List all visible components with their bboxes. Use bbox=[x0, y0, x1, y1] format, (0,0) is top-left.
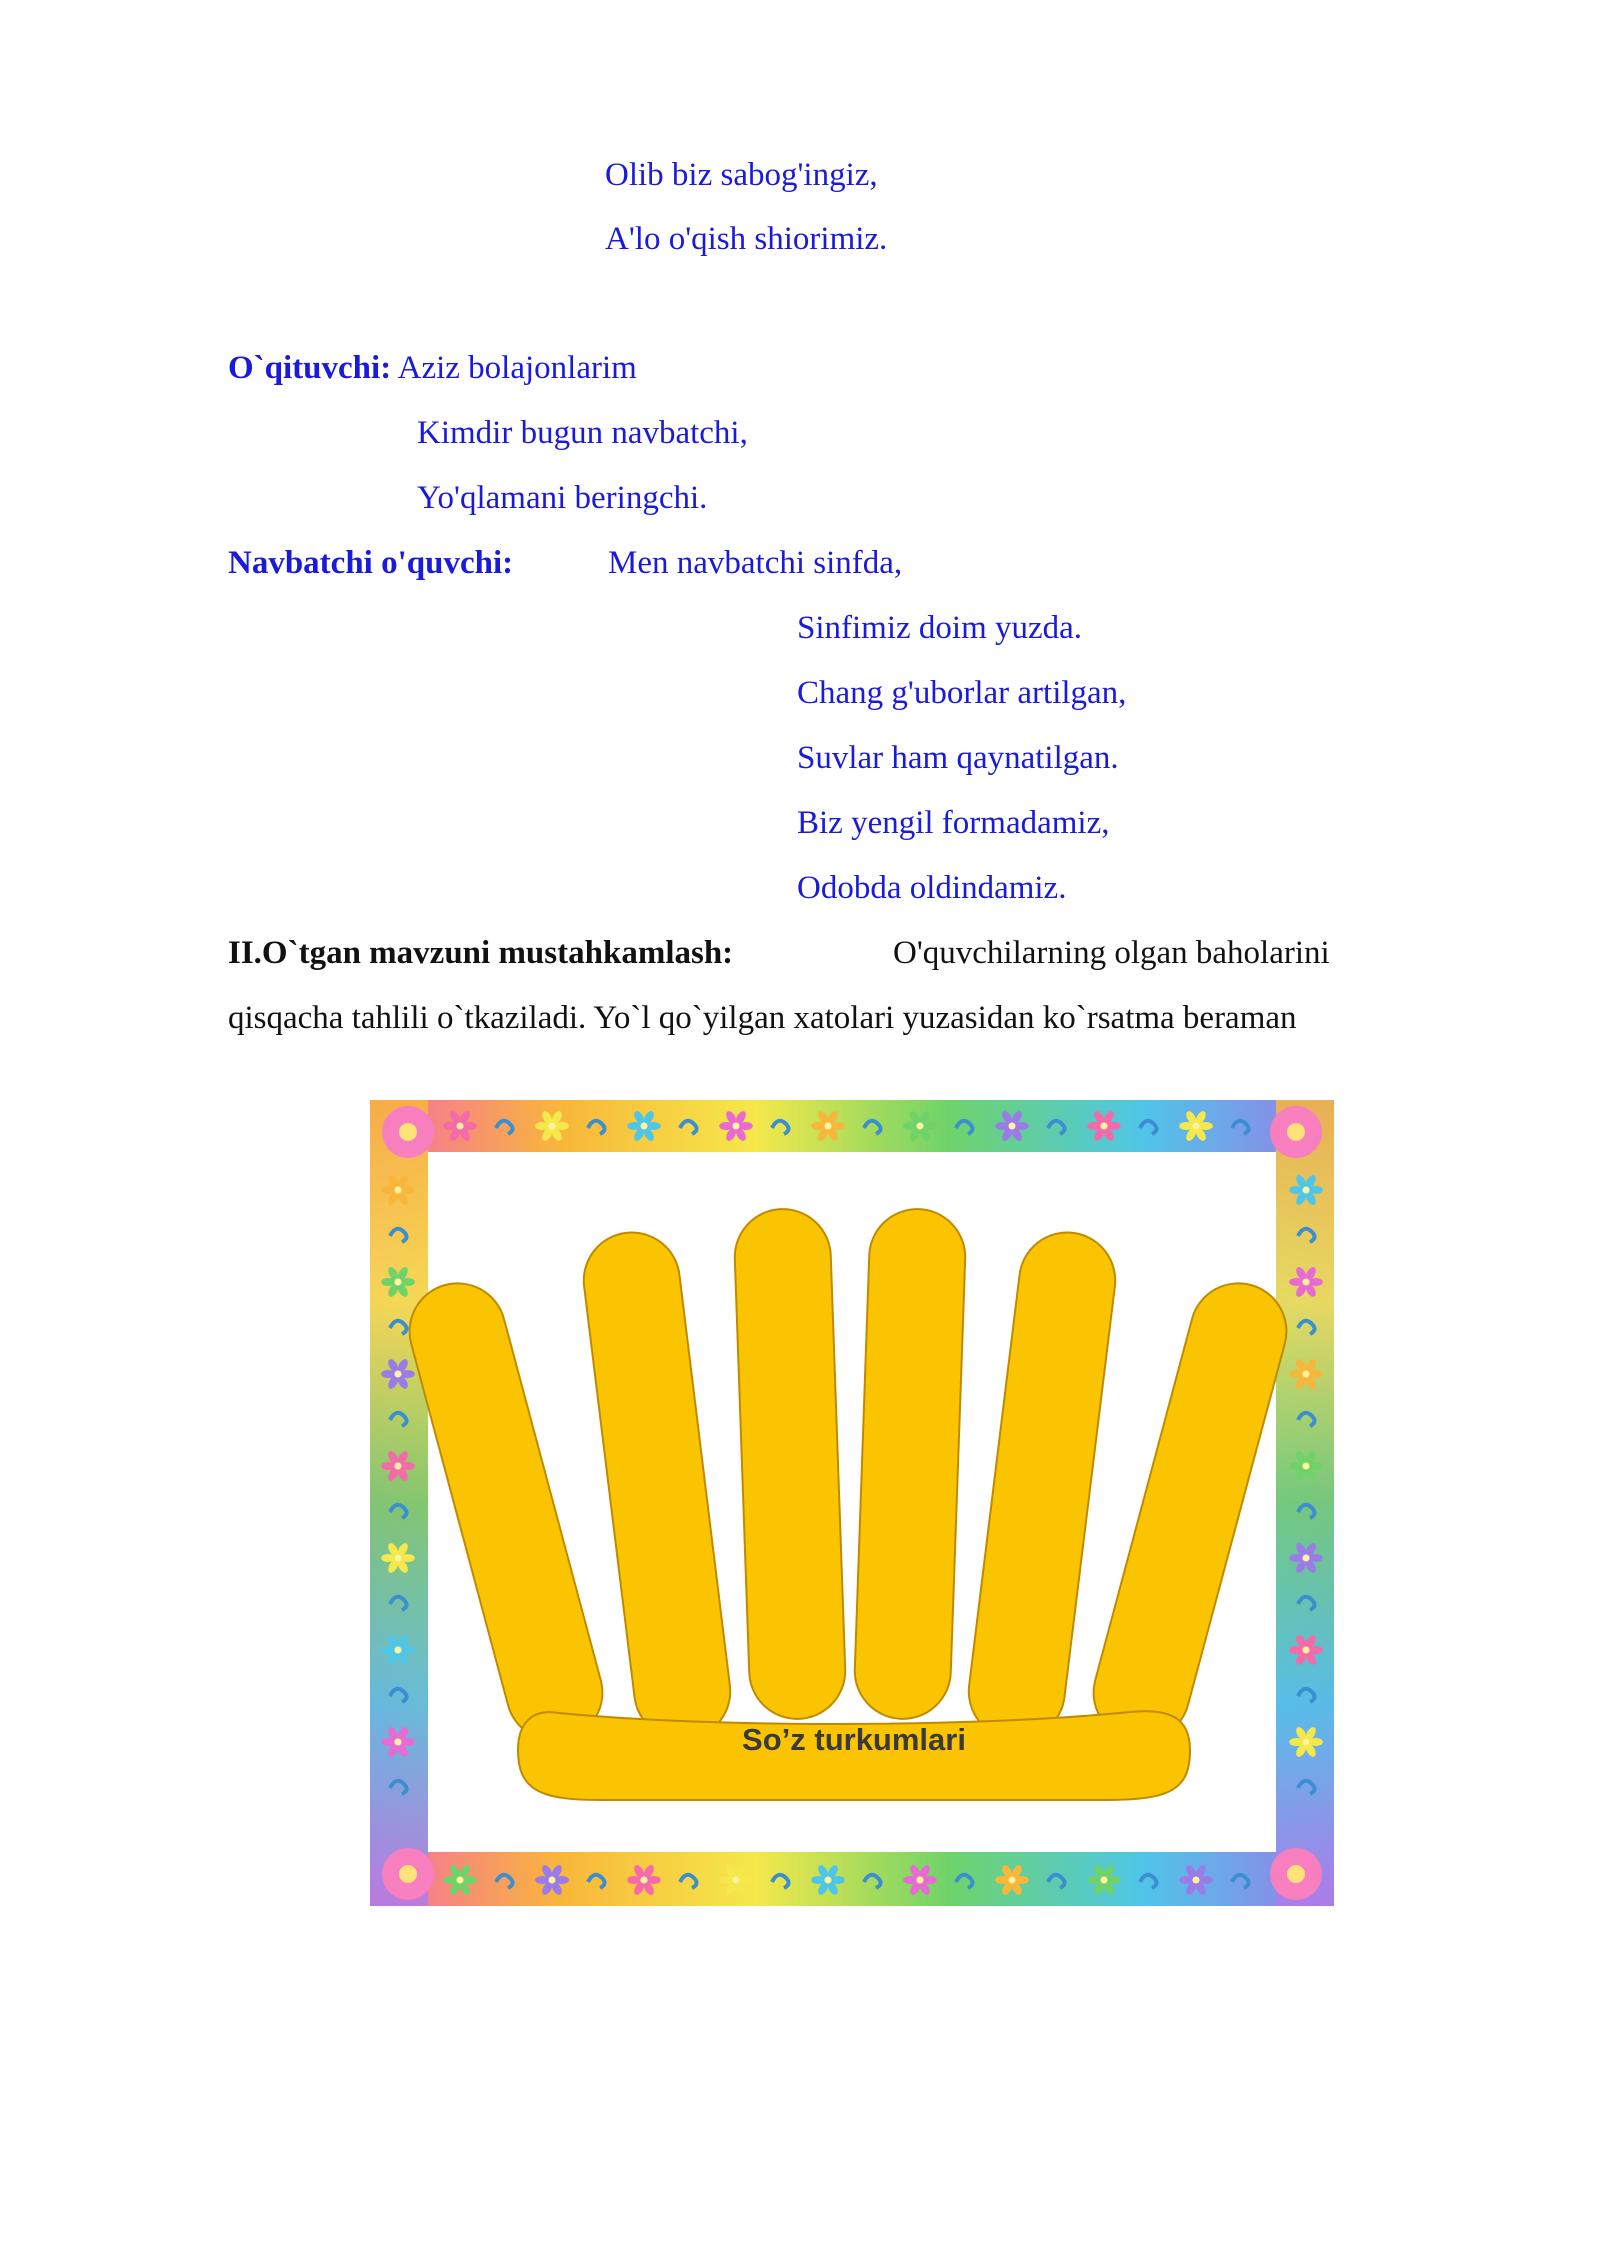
section-heading: II.O`tgan mavzuni mustahkamlash: bbox=[228, 935, 734, 971]
teacher-speaker: O`qituvchi: bbox=[228, 350, 392, 386]
duty-student-line-6: Odobda oldindamiz. bbox=[797, 870, 1067, 906]
duty-student-line-5: Biz yengil formadamiz, bbox=[797, 805, 1110, 841]
teacher-line-2: Kimdir bugun navbatchi, bbox=[417, 415, 748, 451]
finger-3 bbox=[733, 1207, 847, 1720]
word-classes-illustration bbox=[370, 1100, 1334, 1906]
duty-student-speaker: Navbatchi o'quvchi: bbox=[228, 545, 514, 581]
finger-4 bbox=[853, 1207, 967, 1720]
duty-student-line-1: Men navbatchi sinfda, bbox=[608, 545, 903, 581]
word-classes-figure bbox=[370, 1100, 1334, 1906]
poem-line-2: A'lo o'qish shiorimiz. bbox=[605, 221, 888, 257]
poem-line-1: Olib biz sabog'ingiz, bbox=[605, 157, 878, 193]
duty-student-line-3: Chang g'uborlar artilgan, bbox=[797, 675, 1127, 711]
section-text-1: O'quvchilarning olgan baholarini bbox=[893, 935, 1330, 971]
duty-student-line-4: Suvlar ham qaynatilgan. bbox=[797, 740, 1119, 776]
figure-label: So’z turkumlari bbox=[742, 1722, 966, 1757]
teacher-text-1: Aziz bolajonlarim bbox=[397, 350, 637, 386]
teacher-line-3: Yo'qlamani beringchi. bbox=[417, 480, 708, 516]
section-text-2: qisqacha tahlili o`tkaziladi. Yo`l qo`yilgan xatolari yuzasidan ko`rsatma beraman bbox=[228, 1000, 1297, 1036]
teacher-line-1 bbox=[228, 348, 637, 388]
duty-student-line-2: Sinfimiz doim yuzda. bbox=[797, 610, 1083, 646]
